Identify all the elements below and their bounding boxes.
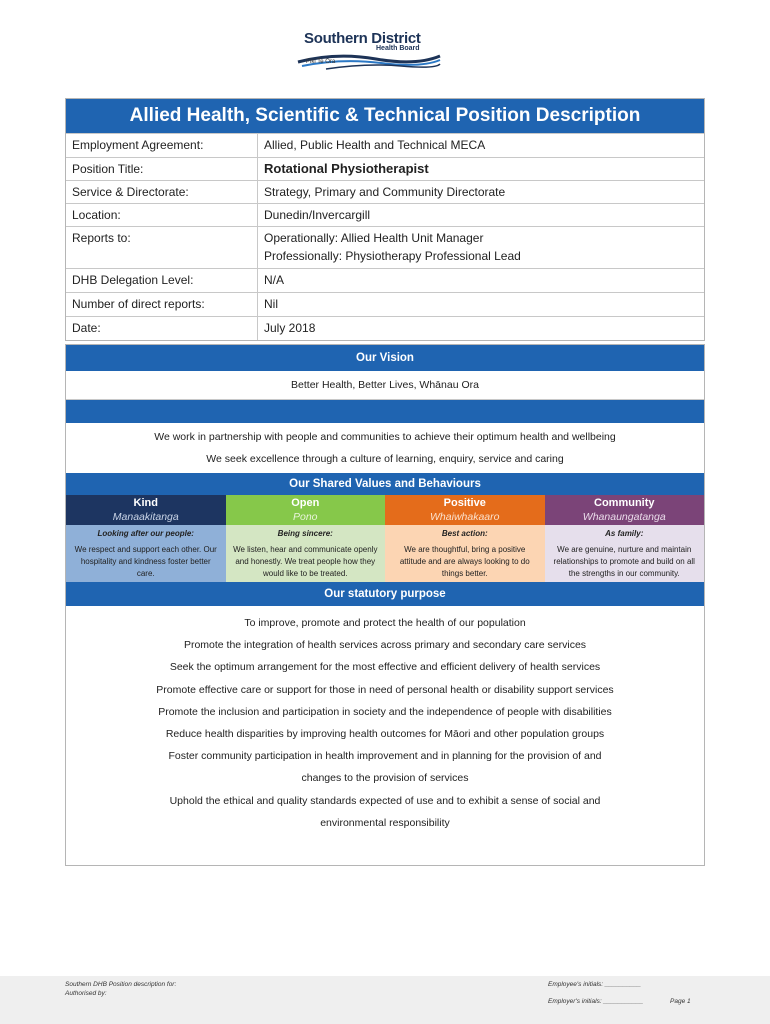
detail-value: Nil [264,297,278,311]
document-title: Allied Health, Scientific & Technical Position Description [66,99,704,133]
purpose-heading: Our statutory purpose [66,582,704,606]
detail-value: N/A [264,273,285,287]
southern-dhb-logo [296,30,442,74]
vision-values-box [65,344,705,866]
mission-line: We seek excellence through a culture of learning, enquiry, service and caring [206,453,564,465]
vision-heading: Our Vision [66,345,704,371]
reports-to-professional: Professionally: Physiotherapy Professional Lead [264,249,521,263]
value-maori-name: Pono [292,511,318,523]
detail-label: Service & Directorate: [66,181,258,203]
detail-label: DHB Delegation Level: [66,269,258,292]
detail-label: Employment Agreement: [66,134,258,157]
footer-page-number: Page 1 [670,998,691,1005]
footer-employee-initials: Employee's initials: __________ [548,981,642,988]
purpose-line: Foster community participation in health improvement and in planning for the provision of and [168,750,602,763]
purpose-line: Seek the optimum arrangement for the most effective and efficient delivery of health services [169,661,601,674]
value-name: Positive [443,497,486,509]
value-community [545,495,705,582]
value-positive [385,495,545,582]
value-name: Kind [133,497,158,509]
detail-row [66,203,704,226]
values-heading: Our Shared Values and Behaviours [66,473,704,495]
purpose-line: changes to the provision of services [301,772,469,785]
value-description: We listen, hear and communicate openly and honestly. We treat people how they would like to be treated. [233,545,378,578]
detail-row [66,316,704,340]
reports-to-operational: Operationally: Allied Health Unit Manager [264,231,484,245]
position-title-value: Rotational Physiotherapist [264,161,429,176]
detail-label: Reports to: [66,227,258,268]
detail-row [66,157,704,180]
value-description: We respect and support each other. Our hospitality and kindness foster better care. [74,545,217,578]
detail-label: Number of direct reports: [66,293,258,316]
logo-subtitle: Health Board [376,45,420,52]
detail-value: Strategy, Primary and Community Directorate [264,185,506,199]
detail-label: Date: [66,317,258,340]
mission-statement [66,423,704,473]
detail-value: July 2018 [264,321,316,335]
values-grid [66,495,704,582]
detail-label: Position Title: [66,158,258,180]
value-description: We are genuine, nurture and maintain relationships to promote and build on all the strengths in our community. [553,545,695,578]
value-name: Open [291,497,320,509]
value-maori-name: Whanaungatanga [582,511,666,523]
purpose-line: environmental responsibility [320,816,450,829]
value-subtitle: Best action: [441,529,488,538]
position-details-table [65,98,705,341]
value-open [226,495,386,582]
vision-text: Better Health, Better Lives, Whānau Ora [66,371,704,400]
detail-value [258,227,704,268]
footer-position-description: Southern DHB Position description for: [65,981,177,988]
footer-employer-initials: Employer's initials: ___________ [548,998,644,1005]
value-maori-name: Manaakitanga [112,511,179,523]
purpose-line: Reduce health disparities by improving health outcomes for Māori and other population groups [165,728,605,741]
value-description: We are thoughtful, bring a positive attitude and are always looking to do things better. [399,545,530,578]
logo-name: Southern District [304,30,421,47]
value-kind [66,495,226,582]
value-maori-name: Whaiwhakaaro [430,511,500,523]
detail-row [66,292,704,316]
value-name: Community [594,497,655,509]
detail-row [66,133,704,157]
logo-tagline: Piki Te Ora [306,59,336,65]
mission-line: We work in partnership with people and communities to achieve their optimum health and wellbeing [154,431,616,443]
detail-value: Dunedin/Invercargill [264,208,371,222]
value-body [226,525,386,582]
value-header [66,495,226,525]
detail-row [66,180,704,203]
detail-label: Location: [66,204,258,226]
value-subtitle: Looking after our people: [97,529,194,538]
value-header [385,495,545,525]
footer-authorised-by: Authorised by: [65,990,107,997]
purpose-line: Promote effective care or support for those in need of personal health or disability support services [156,683,614,696]
value-body [385,525,545,582]
value-header [226,495,386,525]
page-footer [0,976,770,1024]
purpose-list [66,606,704,834]
value-subtitle: Being sincere: [277,529,333,538]
value-body [66,525,226,582]
purpose-line: Promote the integration of health services across primary and secondary care services [183,639,587,652]
detail-row [66,268,704,292]
detail-value: Allied, Public Health and Technical MECA [264,138,486,152]
purpose-line: Uphold the ethical and quality standards expected of use and to exhibit a sense of social and [169,794,601,807]
value-body [545,525,705,582]
purpose-line: Promote the inclusion and participation in society and the independence of people with disabilities [158,705,612,718]
value-header [545,495,705,525]
purpose-line: To improve, promote and protect the health of our population [244,617,526,629]
value-subtitle: As family: [605,529,644,538]
detail-row [66,226,704,268]
mission-band [66,400,704,423]
